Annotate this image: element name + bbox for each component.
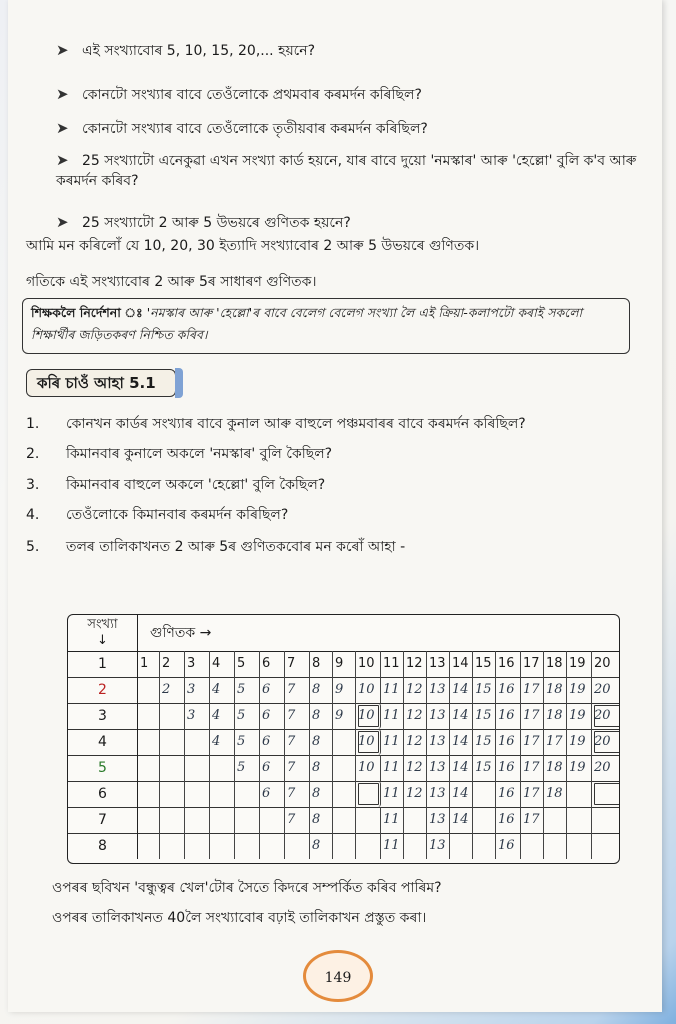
arrow-icon: ➤ [56,85,69,103]
table-cell: 3 [185,703,210,729]
table-cell [567,807,592,833]
table-cell: 16 [496,677,521,703]
table-cell [356,781,381,807]
table-cell: 12 [404,703,427,729]
table-cell: 12 [404,781,427,807]
bullet-1: ➤ এই সংখ্যাবোৰ 5, 10, 15, 20,... হয়নে? [56,41,316,59]
table-cell [138,833,160,859]
table-cell: 14 [450,703,473,729]
table-cell: 10 [356,651,381,677]
table-cell: 6 [260,755,285,781]
table-cell [592,781,620,807]
table-cell: 16 [496,833,521,859]
table-cell: 2 [160,677,185,703]
table-cell: 7 [285,677,310,703]
table-cell: 4 [210,677,235,703]
table-cell: 12 [404,729,427,755]
arrow-icon: ➤ [56,213,69,231]
table-cell: 11 [381,755,404,781]
table-cell: 18 [544,755,567,781]
bullet-5: ➤ 25 সংখ্যাটো 2 আৰু 5 উভয়ৰে গুণিতক হয়নে? [56,213,351,231]
row-label: 4 [68,729,138,755]
table-cell [185,833,210,859]
table-cell: 13 [427,807,450,833]
paragraph-2: গতিকে এই সংখ্যাবোৰ 2 আৰু 5ৰ সাধাৰণ গুণিতক। [26,274,317,290]
table-cell: 5 [235,677,260,703]
table-cell [185,807,210,833]
multiples-table [67,614,620,864]
table-cell: 14 [450,755,473,781]
table-cell: 16 [496,807,521,833]
table-cell: 12 [404,677,427,703]
table-cell: 7 [285,703,310,729]
table-cell: 16 [496,703,521,729]
table-cell: 17 [521,729,544,755]
table-cell [544,833,567,859]
table-cell: 15 [473,755,496,781]
table-cell: 15 [473,703,496,729]
table-cell: 10 [356,729,381,755]
table-cell [138,781,160,807]
table-cell [235,833,260,859]
table-cell: 14 [450,651,473,677]
bottom-question-1: ওপৰৰ ছবিখন 'বন্ধুত্বৰ খেল'টোৰ সৈতে কিদৰে সম্পৰ্কিত কৰিব পাৰিম? [52,880,442,896]
table-cell: 14 [450,729,473,755]
table-cell: 8 [310,833,333,859]
table-cell: 11 [381,677,404,703]
table-cell: 17 [521,755,544,781]
question-2: 2. কিমানবাৰ কুনালে অকলে 'নমস্কাৰ' বুলি কৈছিল? [26,446,333,462]
table-cell: 5 [235,703,260,729]
table-cell: 6 [260,677,285,703]
table-cell [285,833,310,859]
exercise-heading: কৰি চাওঁ আহা 5.1 [26,369,176,397]
table-cell: 13 [427,729,450,755]
table-cell: 11 [381,833,404,859]
table-cell [160,807,185,833]
row-label: 6 [68,781,138,807]
table-cell [333,807,356,833]
table-cell [404,807,427,833]
table-cell [138,677,160,703]
table-cell: 5 [235,729,260,755]
table-cell: 7 [285,755,310,781]
table-cell: 16 [496,755,521,781]
row-label: 8 [68,833,138,859]
bullet-3: ➤ কোনটো সংখ্যাৰ বাবে তেওঁলোকে তৃতীয়বাৰ কৰমৰ্দন কৰিছিল? [56,119,428,137]
table-cell [185,755,210,781]
table-cell [592,833,620,859]
arrow-icon: ➤ [56,41,69,59]
table-cell: 6 [260,781,285,807]
table-cell [210,755,235,781]
table-cell: 4 [210,651,235,677]
table-cell [185,729,210,755]
table-cell: 20 [592,755,620,781]
table-cell: 6 [260,651,285,677]
table-cell: 13 [427,677,450,703]
table-cell: 18 [544,651,567,677]
table-cell: 12 [404,651,427,677]
table-cell: 20 [592,651,620,677]
table-cell [235,781,260,807]
table-cell [185,781,210,807]
table-cell: 1 [138,651,160,677]
table-cell [210,807,235,833]
table-cell: 6 [260,703,285,729]
table-cell: 10 [356,677,381,703]
header-multiples: গুণিতক → [150,625,212,641]
bullet-2: ➤ কোনটো সংখ্যাৰ বাবে তেওঁলোকে প্ৰথমবাৰ কৰমৰ্দন কৰিছিল? [56,85,422,103]
table-cell: 15 [473,677,496,703]
table-cell [521,833,544,859]
table-cell: 4 [210,729,235,755]
page-number: 149 [303,950,373,1002]
table-cell: 13 [427,703,450,729]
question-3: 3. কিমানবাৰ বাহুলে অকলে 'হেল্লো' বুলি কৈছিল? [26,477,326,493]
table-cell: 17 [521,781,544,807]
question-4: 4. তেওঁলোকে কিমানবাৰ কৰমৰ্দন কৰিছিল? [26,507,289,523]
bullet-4: ➤ 25 সংখ্যাটো এনেকুৱা এখন সংখ্যা কাৰ্ড হয়নে, যাৰ বাবে দুয়ো 'নমস্কাৰ' আৰু 'হেল্লো' বুলি ক'ব আৰু কৰমৰ্দন কৰিব? [56,151,637,189]
table-cell: 8 [310,781,333,807]
table-cell [356,807,381,833]
table-cell [138,755,160,781]
table-cell: 20 [592,677,620,703]
table-cell: 4 [210,703,235,729]
row-label: 5 [68,755,138,781]
row-label: 1 [68,651,138,677]
table-cell [404,833,427,859]
table-cell [138,807,160,833]
table-cell [210,833,235,859]
table-cell [333,833,356,859]
row-label: 2 [68,677,138,703]
arrow-icon: ➤ [56,119,69,137]
table-cell: 9 [333,677,356,703]
table-cell: 18 [544,677,567,703]
table-cell [260,833,285,859]
table-cell: 3 [185,677,210,703]
table-cell: 7 [285,729,310,755]
table-cell: 13 [427,781,450,807]
table-cell: 6 [260,729,285,755]
bottom-question-2: ওপৰৰ তালিকাখনত 40লৈ সংখ্যাবোৰ বঢ়াই তালিকাখন প্ৰস্তুত কৰা। [52,910,427,926]
table-cell [138,703,160,729]
paragraph-1: আমি মন কৰিলোঁ যে 10, 20, 30 ইত্যাদি সংখ্যাবোৰ 2 আৰু 5 উভয়ৰে গুণিতক। [26,238,480,254]
table-cell: 16 [496,651,521,677]
table-cell [160,781,185,807]
table-cell: 17 [544,729,567,755]
table-cell [210,781,235,807]
table-header [68,615,619,652]
table-cell: 13 [427,755,450,781]
table-cell: 8 [310,729,333,755]
header-number: সংখ্যা ↓ [68,615,138,651]
table-cell [333,755,356,781]
table-cell: 10 [356,755,381,781]
table-cell: 2 [160,651,185,677]
table-cell: 16 [496,781,521,807]
table-cell: 8 [310,807,333,833]
table-cell: 15 [473,651,496,677]
table-cell: 8 [310,651,333,677]
table-cell: 8 [310,677,333,703]
table-cell: 18 [544,703,567,729]
table-cell: 7 [285,651,310,677]
table-cell: 19 [567,703,592,729]
table-cell: 15 [473,729,496,755]
table-cell: 11 [381,807,404,833]
table-cell: 20 [592,703,620,729]
down-arrow-icon: ↓ [97,633,108,648]
table-cell [450,833,473,859]
table-cell: 20 [592,729,620,755]
table-cell [138,729,160,755]
table-cell [473,781,496,807]
table-cell: 17 [521,677,544,703]
table-cell: 17 [521,703,544,729]
table-cell: 19 [567,677,592,703]
table-cell: 10 [356,703,381,729]
table-cell [592,807,620,833]
question-5: 5. তলৰ তালিকাখনত 2 আৰু 5ৰ গুণিতকবোৰ মন কৰোঁ আহা - [26,539,406,555]
table-cell: 8 [310,755,333,781]
textbook-page [8,0,662,1012]
table-cell [160,755,185,781]
question-1: 1. কোনখন কাৰ্ডৰ সংখ্যাৰ বাবে কুনাল আৰু বাহুলে পঞ্চমবাৰৰ বাবে কৰমৰ্দন কৰিছিল? [26,416,526,432]
teacher-note-label: শিক্ষকলৈ নিৰ্দেশনা ঃ [31,305,143,320]
table-cell: 9 [333,703,356,729]
table-cell: 5 [235,651,260,677]
table-cell: 13 [427,651,450,677]
table-cell: 14 [450,781,473,807]
table-cell [333,729,356,755]
teacher-note-text: 'নমস্কাৰ আৰু 'হেল্লো'ৰ বাবে বেলেগ বেলেগ সংখ্যা লৈ এই ক্ৰিয়া-কলাপটো কৰাই সকলো শিক্ষাৰ্থীৰ জড়িতকৰণ নিশ্চিত কৰিব। [31,305,583,342]
table-cell: 8 [310,703,333,729]
table-cell: 19 [567,729,592,755]
table-cell [356,833,381,859]
table-cell [260,807,285,833]
table-cell [567,833,592,859]
table-cell [333,781,356,807]
row-label: 7 [68,807,138,833]
table-cell: 11 [381,703,404,729]
table-cell: 7 [285,807,310,833]
table-cell: 13 [427,833,450,859]
table-cell: 14 [450,807,473,833]
table-cell: 17 [521,651,544,677]
table-cell: 16 [496,729,521,755]
table-cell: 5 [235,755,260,781]
teacher-note-box [22,298,630,354]
table-cell: 19 [567,755,592,781]
table-cell [235,807,260,833]
arrow-icon: ➤ [56,151,69,169]
table-cell [473,807,496,833]
table-cell: 11 [381,651,404,677]
table-cell [544,807,567,833]
table-cell: 19 [567,651,592,677]
table-cell [160,833,185,859]
row-label: 3 [68,703,138,729]
table-cell: 7 [285,781,310,807]
table-cell: 17 [521,807,544,833]
table-cell: 3 [185,651,210,677]
table-cell [567,781,592,807]
table-cell [473,833,496,859]
table-cell: 11 [381,729,404,755]
table-cell: 9 [333,651,356,677]
table-cell: 18 [544,781,567,807]
table-cell: 11 [381,781,404,807]
table-cell [160,729,185,755]
table-cell: 12 [404,755,427,781]
table-cell [160,703,185,729]
table-cell: 14 [450,677,473,703]
